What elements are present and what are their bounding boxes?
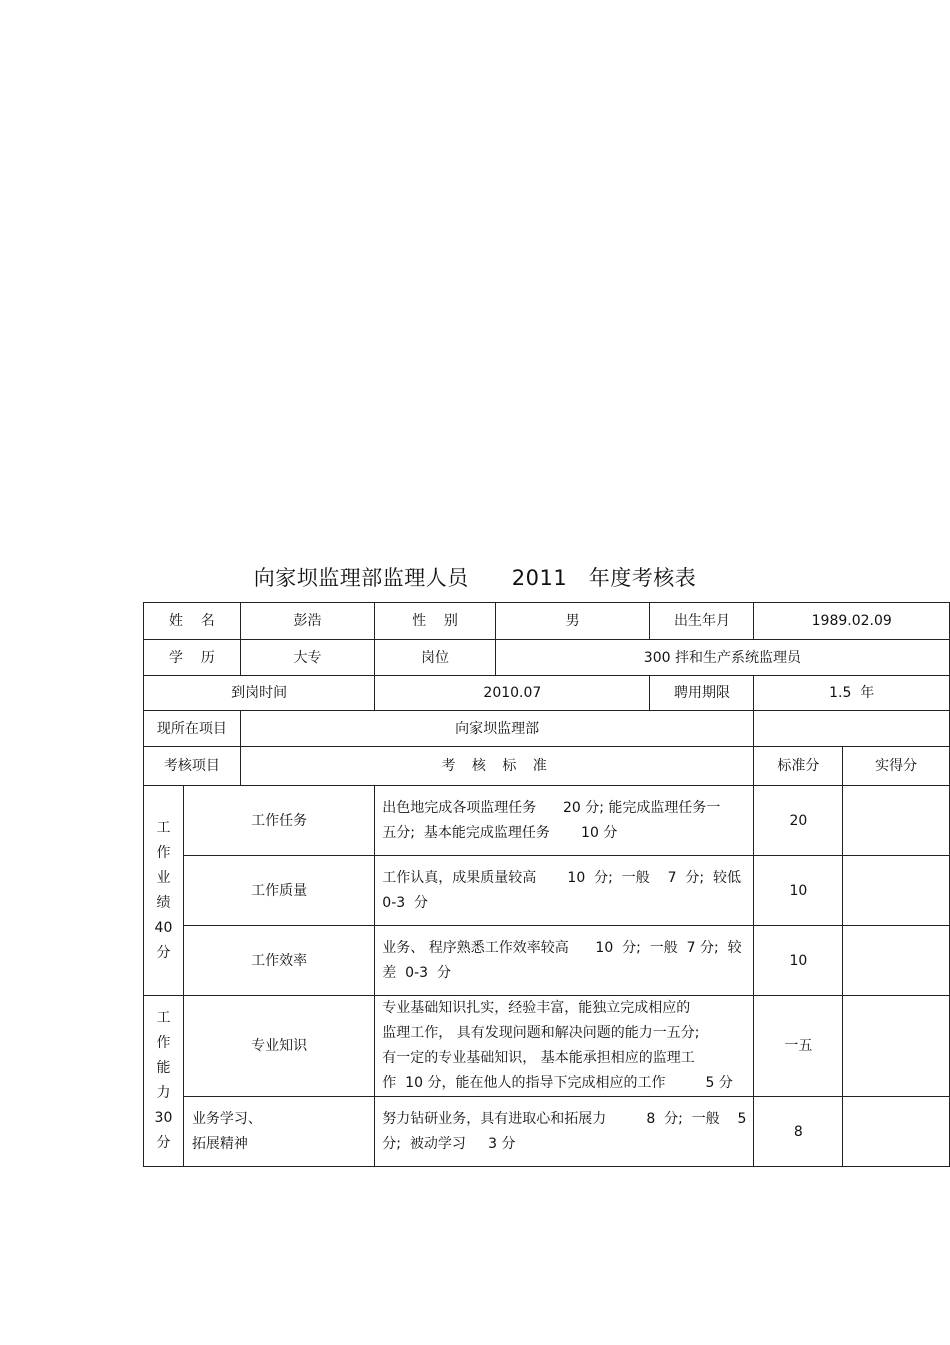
project-label: 现所在项目 xyxy=(144,711,241,747)
score-quality: 10 xyxy=(754,856,843,926)
birth-label: 出生年月 xyxy=(650,603,754,640)
actual-learning[interactable] xyxy=(843,1097,950,1167)
actual-task[interactable] xyxy=(843,786,950,856)
header-standard: 考 核 标 准 xyxy=(240,747,754,786)
criteria-knowledge: 专业基础知识扎实，经验丰富，能独立完成相应的 监理工作， 具有发现问题和解决问题的能力一五分; 有一定的专业基础知识， 基本能承担相应的监理工 作 10 分，能在他人的指导下完成相应的工作 5 分 xyxy=(375,996,754,1097)
group-label-performance: 工 作 业 绩 40 分 xyxy=(144,786,184,996)
term-value: 1.5 年 xyxy=(754,676,950,711)
score-task: 20 xyxy=(754,786,843,856)
actual-quality[interactable] xyxy=(843,856,950,926)
actual-efficiency[interactable] xyxy=(843,926,950,996)
gender-value: 男 xyxy=(495,603,650,640)
criteria-learning: 努力钻研业务，具有进取心和拓展力 8 分; 一般 5 分; 被动学习 3 分 xyxy=(375,1097,754,1167)
item-knowledge: 专业知识 xyxy=(183,996,374,1097)
score-learning: 8 xyxy=(754,1097,843,1167)
name-label: 姓 名 xyxy=(144,603,241,640)
criteria-task: 出色地完成各项监理任务 20 分; 能完成监理任务一 五分; 基本能完成监理任务 10 分 xyxy=(375,786,754,856)
score-knowledge: 一五 xyxy=(754,996,843,1097)
criteria-efficiency: 业务、 程序熟悉工作效率较高 10 分; 一般 7 分; 较 差 0-3 分 xyxy=(375,926,754,996)
blank-cell xyxy=(754,711,950,747)
item-quality: 工作质量 xyxy=(183,856,374,926)
post-label: 岗位 xyxy=(375,640,495,676)
education-value: 大专 xyxy=(240,640,375,676)
birth-value: 1989.02.09 xyxy=(754,603,950,640)
header-actual-score: 实得分 xyxy=(843,747,950,786)
post-value: 300 拌和生产系统监理员 xyxy=(495,640,949,676)
header-item: 考核项目 xyxy=(144,747,241,786)
term-label: 聘用期限 xyxy=(650,676,754,711)
criteria-quality: 工作认真，成果质量较高 10 分; 一般 7 分; 较低 0-3 分 xyxy=(375,856,754,926)
education-label: 学 历 xyxy=(144,640,241,676)
group-label-ability: 工 作 能 力 30 分 xyxy=(144,996,184,1167)
appraisal-table xyxy=(143,602,950,1167)
item-learning: 业务学习、 拓展精神 xyxy=(183,1097,374,1167)
name-value: 彭浩 xyxy=(240,603,375,640)
actual-knowledge[interactable] xyxy=(843,996,950,1097)
item-efficiency: 工作效率 xyxy=(183,926,374,996)
score-efficiency: 10 xyxy=(754,926,843,996)
item-task: 工作任务 xyxy=(183,786,374,856)
project-value: 向家坝监理部 xyxy=(240,711,754,747)
gender-label: 性 别 xyxy=(375,603,495,640)
start-date-value: 2010.07 xyxy=(375,676,650,711)
header-std-score: 标准分 xyxy=(754,747,843,786)
start-date-label: 到岗时间 xyxy=(144,676,375,711)
page-title: 向家坝监理部监理人员 2011 年度考核表 xyxy=(253,566,697,590)
